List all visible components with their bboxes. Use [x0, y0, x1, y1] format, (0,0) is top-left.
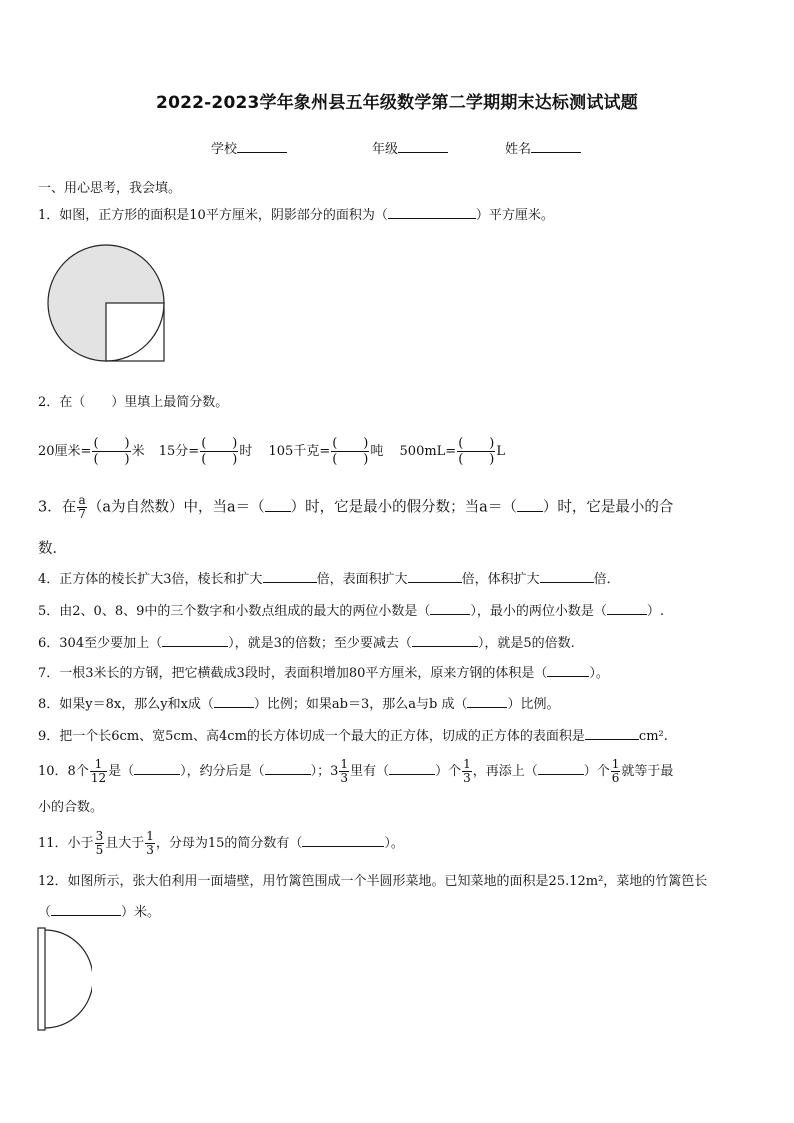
- q9-text-a: 把一个长6cm、宽5cm、高4cm的长方体切成一个最大的正方体，切成的正方体的表面积是: [59, 729, 585, 744]
- q5-text-c: ）.: [646, 604, 665, 619]
- q6-text-c: ），就是5的倍数.: [477, 636, 575, 651]
- question-9: [38, 727, 668, 746]
- q2-item-3: [268, 436, 388, 467]
- q3-blank-1[interactable]: [265, 499, 291, 512]
- q5-text-b: ），最小的两位小数是（: [470, 604, 607, 619]
- q5-blank-2[interactable]: [607, 602, 647, 615]
- q6-text-b: ），就是3的倍数；至少要减去（: [228, 636, 412, 651]
- q7-text-b: ）。: [589, 666, 609, 681]
- q2-item-1: [38, 436, 149, 467]
- q8-blank-2[interactable]: [467, 695, 507, 708]
- fraction-numerator: a: [78, 493, 86, 507]
- q10-fraction-1: [90, 758, 107, 785]
- q2-item-2-fraction[interactable]: [200, 436, 238, 467]
- q12-blank[interactable]: [51, 903, 121, 916]
- q10-text-c: ），约分后是（: [180, 764, 265, 779]
- q1-text-a: 如图，正方形的面积是10平方厘米，阴影部分的面积为（: [59, 208, 388, 223]
- fraction-numerator: 1: [146, 829, 154, 843]
- fraction-numerator: 1: [463, 757, 471, 771]
- q10-text-h: ）个: [583, 764, 610, 779]
- q10-fraction-2: [339, 758, 349, 785]
- q10-text-f: ）个: [435, 764, 462, 779]
- q11-blank[interactable]: [302, 834, 384, 847]
- q7-number: 7．: [38, 666, 60, 681]
- fraction-denominator: 3: [463, 771, 471, 785]
- q10-blank-2[interactable]: [265, 762, 311, 775]
- q11-fraction-2: [145, 830, 155, 857]
- q10-continuation: 小的合数。: [38, 800, 104, 815]
- q8-text-c: ）比例。: [507, 697, 560, 712]
- fraction-denominator: ( ): [201, 452, 238, 467]
- q11-text-b: 且大于: [105, 836, 145, 851]
- q3-pre: 在: [61, 499, 77, 516]
- question-6: [38, 634, 575, 653]
- fraction-denominator: 12: [90, 771, 107, 785]
- q4-blank-1[interactable]: [263, 570, 317, 583]
- q3-text-a: （a为自然数）中，当a＝（: [87, 499, 265, 516]
- q9-blank[interactable]: [585, 727, 639, 740]
- q2-text: 在（ ）里填上最简分数。: [59, 395, 229, 410]
- q9-text-b: cm².: [638, 729, 668, 744]
- name-blank[interactable]: [531, 140, 581, 153]
- school-blank[interactable]: [237, 140, 287, 153]
- question-11: [38, 830, 404, 857]
- fraction-denominator: 3: [146, 843, 154, 857]
- q1-blank[interactable]: [388, 206, 476, 219]
- q11-number: 11．: [38, 836, 68, 851]
- q12-continuation: [38, 903, 160, 922]
- q6-text-a: 304至少要加上（: [59, 636, 163, 651]
- q12-text-a: 如图所示，张大伯利用一面墙壁，用竹篱笆围成一个半圆形菜地。已知菜地的面积是25.12m²，菜地的竹篱笆长: [67, 874, 708, 889]
- q10-text-a: 8个: [67, 764, 89, 779]
- question-2: [38, 394, 228, 412]
- fraction-numerator: 1: [340, 757, 349, 771]
- q2-item-1-lhs: 20厘米=: [38, 444, 92, 459]
- q1-circle-square-figure: [44, 244, 168, 364]
- q2-item-4: [399, 436, 505, 467]
- q8-number: 8．: [38, 697, 60, 712]
- q10-fraction-4: [611, 758, 621, 785]
- q4-blank-2[interactable]: [408, 570, 462, 583]
- q11-fraction-1: [95, 830, 105, 857]
- fraction-numerator: 1: [611, 757, 620, 771]
- question-12: [38, 873, 707, 891]
- q3-continuation: 数．: [38, 541, 67, 557]
- q11-text-d: ）。: [384, 836, 404, 851]
- question-4: [38, 570, 620, 589]
- name-label: 姓名: [505, 142, 532, 157]
- question-7: [38, 664, 609, 683]
- q10-number: 10．: [38, 764, 68, 779]
- q11-text-a: 小于: [67, 836, 94, 851]
- q10-blank-4[interactable]: [538, 762, 584, 775]
- q2-item-1-fraction[interactable]: [92, 436, 130, 467]
- q6-blank-1[interactable]: [162, 634, 228, 647]
- fraction-numerator: ( ): [458, 436, 495, 451]
- q4-text-a: 正方体的棱长扩大3倍，棱长和扩大: [59, 572, 263, 587]
- q4-text-c: 倍，体积扩大: [461, 572, 540, 587]
- q8-text-a: 如果y＝8x，那么y和x成（: [59, 697, 214, 712]
- q2-item-2: [158, 436, 257, 467]
- question-1: [38, 206, 554, 225]
- question-8: [38, 695, 559, 714]
- q12-text-c: ）米。: [121, 905, 161, 920]
- q2-item-4-fraction[interactable]: [457, 436, 495, 467]
- q12-number: 12．: [38, 874, 68, 889]
- q7-blank[interactable]: [547, 664, 589, 677]
- q10-text-i: 就等于最: [621, 764, 674, 779]
- question-3: [38, 494, 673, 521]
- question-10: [38, 758, 673, 785]
- question-5: [38, 602, 664, 621]
- fraction-denominator: 6: [611, 771, 620, 785]
- q3-text-b: ）时，它是最小的假分数；当a＝（: [290, 499, 517, 516]
- q8-text-b: ）比例；如果ab＝3，那么a与b 成（: [253, 697, 468, 712]
- q5-text-a: 由2、0、8、9中的三个数字和小数点组成的最大的两位小数是（: [59, 604, 431, 619]
- school-label: 学校: [211, 142, 238, 157]
- fraction-numerator: 3: [95, 829, 104, 843]
- q2-item-3-fraction[interactable]: [331, 436, 369, 467]
- fraction-denominator: ( ): [93, 452, 130, 467]
- fraction-denominator: 7: [78, 507, 86, 521]
- fraction-denominator: 3: [340, 771, 349, 785]
- q2-items: [38, 436, 505, 467]
- grade-label: 年级: [372, 142, 399, 157]
- q4-text-b: 倍，表面积扩大: [316, 572, 408, 587]
- q11-text-c: ，分母为15的简分数有（: [155, 836, 303, 851]
- q2-item-2-unit: 时: [239, 444, 253, 459]
- q12-semicircle-fence: [45, 930, 92, 1028]
- q2-item-2-lhs: 15分=: [158, 444, 200, 459]
- q10-text-g: ，再添上（: [472, 764, 538, 779]
- fraction-denominator: 5: [95, 843, 104, 857]
- q4-number: 4．: [38, 572, 60, 587]
- q12-wall: [38, 928, 45, 1030]
- q2-item-3-lhs: 105千克=: [268, 444, 331, 459]
- q6-number: 6．: [38, 636, 60, 651]
- q10-fraction-3: [462, 758, 472, 785]
- q1-square: [106, 303, 164, 361]
- q4-blank-3[interactable]: [540, 570, 594, 583]
- q3-fraction: [77, 494, 87, 521]
- q5-blank-1[interactable]: [430, 602, 470, 615]
- q4-text-d: 倍．: [593, 572, 620, 587]
- q2-item-1-unit: 米: [131, 444, 145, 459]
- fraction-numerator: ( ): [201, 436, 238, 451]
- fraction-numerator: ( ): [332, 436, 369, 451]
- section-heading: 一、用心思考，我会填。: [38, 181, 182, 196]
- q3-number: 3．: [38, 499, 62, 516]
- fraction-numerator: ( ): [93, 436, 130, 451]
- q3-blank-2[interactable]: [517, 499, 543, 512]
- q1-text-b: ）平方厘米。: [475, 208, 554, 223]
- grade-blank[interactable]: [398, 140, 448, 153]
- name-field: [505, 140, 581, 159]
- q10-blank-1[interactable]: [134, 762, 180, 775]
- q10-text-b: 是（: [108, 764, 135, 779]
- q12-semicircle-garden-figure: [36, 926, 92, 1034]
- fraction-numerator: 1: [94, 757, 103, 771]
- q2-number: 2．: [38, 395, 60, 410]
- page-title: 2022-2023学年象州县五年级数学第二学期期末达标测试试题: [156, 93, 638, 113]
- fraction-denominator: ( ): [458, 452, 495, 467]
- q8-blank-1[interactable]: [214, 695, 254, 708]
- q10-text-d: ）；3: [310, 764, 339, 779]
- school-field: [211, 140, 287, 159]
- q1-number: 1．: [38, 208, 60, 223]
- q9-number: 9．: [38, 729, 60, 744]
- fraction-denominator: ( ): [332, 452, 369, 467]
- grade-field: [372, 140, 448, 159]
- q5-number: 5．: [38, 604, 60, 619]
- q2-item-4-unit: L: [496, 444, 505, 459]
- q12-text-b: （: [38, 905, 52, 920]
- q10-text-e: 里有（: [350, 764, 390, 779]
- q7-text-a: 一根3米长的方钢，把它横截成3段时，表面积增加80平方厘米，原来方钢的体积是（: [59, 666, 548, 681]
- q3-text-c: ）时，它是最小的合: [542, 499, 674, 516]
- q10-blank-3[interactable]: [389, 762, 435, 775]
- q6-blank-2[interactable]: [412, 634, 478, 647]
- q2-item-3-unit: 吨: [370, 444, 384, 459]
- q2-item-4-lhs: 500mL=: [399, 444, 457, 459]
